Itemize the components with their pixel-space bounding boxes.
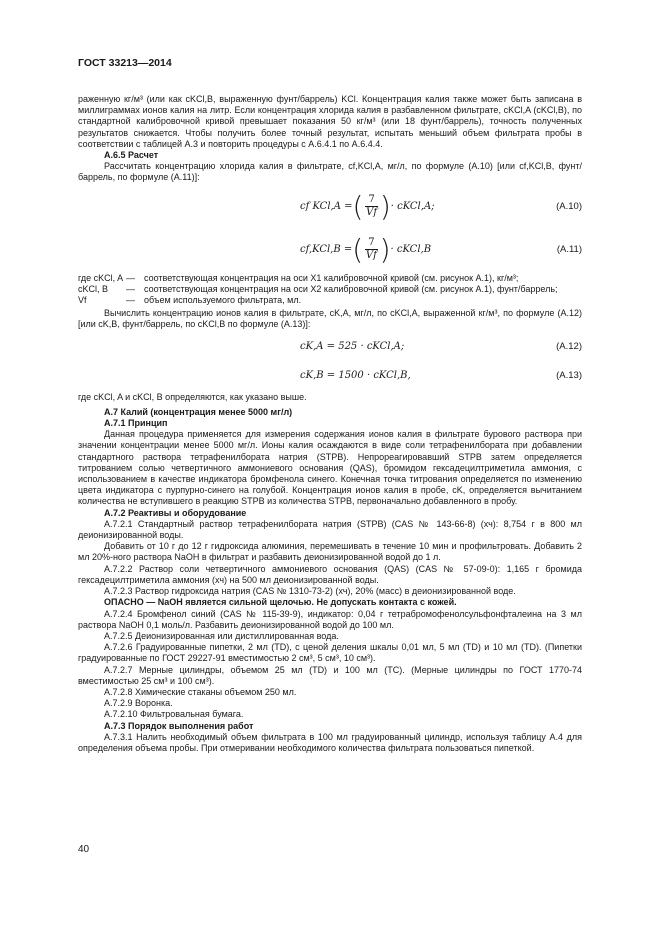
formula-number: (А.11)	[556, 244, 582, 256]
definition-symbol: где cKCl, A	[78, 272, 124, 283]
page-body	[78, 94, 582, 754]
paragraph: А.7.2.10 Фильтровальная бумага.	[104, 709, 244, 720]
formula-lhs: cf KCl,A =	[300, 201, 353, 213]
definitions-list	[78, 273, 582, 307]
definition-text: соответствующая концентрация на оси X1 калибровочной кривой (см. рисунок А.1), кг/м³;	[144, 272, 519, 283]
section-heading: А.7 Калий (концентрация менее 5000 мг/л)	[104, 406, 293, 417]
definition-text: объем используемого фильтрата, мл.	[144, 295, 302, 306]
definition-item	[78, 295, 582, 306]
definition-item	[78, 273, 582, 284]
definition-dash: —	[126, 272, 135, 283]
section-heading: А.7.3 Порядок выполнения работ	[104, 720, 254, 731]
formula-number: (А.12)	[556, 341, 582, 353]
paragraph: Вычислить концентрацию ионов калия в фильтрате, cK,A, мг/л, по cKCl,A, выраженной кг/м³, по формуле (А.12) [или cK,B, фунт/баррель, по cKCl,B по формуле (А.13)]:	[78, 308, 582, 330]
definition-dash: —	[126, 283, 135, 294]
formula-rhs: · cKCl,B	[390, 244, 432, 256]
fraction-numerator: 7	[365, 237, 377, 250]
formula-number: (А.10)	[556, 201, 582, 213]
section-heading: А.7.2 Реактивы и оборудование	[104, 507, 247, 518]
formula-a10: cf KCl,A = ( $\frac{7}{Vf}$ ) · cKCl,A; (А.10)	[78, 187, 582, 227]
section-heading: А.7.1 Принцип	[104, 418, 168, 429]
formula-expression: cK,A = 525 · cKCl,A;	[300, 341, 405, 353]
paragraph: А.7.2.3 Раствор гидроксида натрия (CAS № 1310-73-2) (хч), 20% (масс) в деионизированной воде.	[104, 586, 516, 597]
paragraph: А.7.2.4 Бромфенол синий (CAS № 115-39-9), индикатор: 0,04 г тетрабромофенолсульфонфталеина на 3 мл раствора NaOH 0,1 моль/л. Разбавить деионизированной водой до 100 мл.	[78, 608, 582, 630]
paragraph: Добавить от 10 г до 12 г гидроксида алюминия, перемешивать в течение 10 мин и профильтровать. Добавить 2 мл 20%-ного раствора NaOH в фильтрат и разбавить деионизированной водой до 1 л.	[78, 541, 582, 563]
paragraph: А.7.2.1 Стандартный раствор тетрафенилбората натрия (STPB) (CAS № 143-66-8) (хч): 8,754 г в 800 мл деионизированной воды.	[78, 518, 582, 541]
paragraph: раженную кг/м³ (или как cKCl,B, выраженную фунт/баррель) KCl. Концентрация калия также может быть записана в миллиграммах ионов калия на литр. Если концентрация хлорида калия в разбавленном фильтрате, cKCl,A (cKCl,B), по стандартной калибровочной кривой превышает показания 50 кг/м³ (или 18 фунт/баррель), точность полученных результатов снижается. Чтобы получить более точный результат, испытать меньший объем фильтрата пробы в соответствии с таблицей А.3 и повторить процедуры с А.6.4.1 по А.6.4.4.	[78, 94, 582, 149]
formula-rhs: · cKCl,A;	[390, 201, 435, 213]
fraction-numerator: 7	[365, 194, 377, 207]
section-heading: А.6.5 Расчет	[104, 150, 159, 161]
paragraph: А.7.2.2 Раствор соли четвертичного аммониевого основания (QAS) (CAS № 57-09-0): 1,165 г бромида гексадецилтриметила аммония (хч) на 500 мл деионизированной воды.	[78, 563, 582, 585]
paragraph: где cKCl, A и cKCl, B определяются, как указано выше.	[78, 391, 307, 402]
formula-a13	[78, 363, 582, 389]
definition-dash: —	[126, 295, 135, 306]
definition-symbol: cKCl, B	[78, 283, 109, 294]
fraction-denominator: Vf	[365, 250, 377, 262]
formula-expression: cK,B = 1500 · cKCl,B,	[300, 370, 411, 382]
document-header: ГОСТ 33213—2014	[78, 57, 172, 69]
warning-note: ОПАСНО — NaOH является сильной щелочью. Не допускать контакта с кожей.	[104, 597, 457, 608]
formula-lhs: cf,KCl,B =	[300, 244, 353, 256]
formula-a11: cf,KCl,B = ( $\frac{7}{Vf}$ ) · cKCl,B (А.11)	[78, 230, 582, 270]
paragraph: Рассчитать концентрацию хлорида калия в фильтрате, cf,KCl,A, мг/л, по формуле (А.10) [или cf,KCl,B, фунт/баррель, по формуле (А.11)]:	[78, 161, 582, 183]
paragraph: А.7.2.9 Воронка.	[104, 698, 173, 709]
definition-item	[78, 284, 582, 295]
definition-symbol: Vf	[78, 295, 87, 306]
paragraph: А.7.2.6 Градуированные пипетки, 2 мл (TD), с ценой деления шкалы 0,01 мл, 5 мл (TD) и 10 мл (TD). (Пипетки градуированные по ГОСТ 29227-91 вместимостью 2 см³, 5 см³, 10 см³).	[78, 642, 582, 664]
paragraph: А.7.3.1 Налить необходимый объем фильтрата в 100 мл градуированный цилиндр, используя таблицу А.4 для определения объема пробы. При отмеривании необходимого количества фильтрата пользоваться пипеткой.	[78, 731, 582, 753]
definition-text: соответствующая концентрация на оси X2 калибровочной кривой (см. рисунок А.1), фунт/баррель;	[144, 283, 558, 294]
paragraph: Данная процедура применяется для измерения содержания ионов калия в фильтрате бурового раствора при значении концентрации менее 5000 мг/л. Ионы калия осаждаются в виде соли тетрафенилбората при добавлении стандартного раствора тетрафенилбората натрия (STPB). Непрореагировавший STPB затем определяется титрованием солью четвертичного аммониевого основания (QAS), бромидом гексадецилтриметила аммония, с использованием в качестве индикатора бромфенола синего. Конечная точка титрования определяется по изменению цвета индикатора с пурпурно-синего на голубой. Концентрация ионов калия в пробе, cK, определяется вычитанием количества не вступившего в реакцию STPB из количества STPB, первоначально добавленного в пробу.	[78, 429, 582, 507]
fraction-denominator: Vf	[366, 207, 378, 219]
paragraph: А.7.2.8 Химические стаканы объемом 250 мл.	[104, 686, 297, 697]
paragraph: А.7.2.7 Мерные цилиндры, объемом 25 мл (TD) и 100 мл (TC). (Мерные цилиндры по ГОСТ 1770-74 вместимостью 25 см³ и 100 см³).	[78, 664, 582, 686]
page-number: 40	[78, 844, 90, 855]
paragraph: А.7.2.5 Деионизированная или дистиллированная вода.	[104, 630, 339, 641]
formula-number: (А.13)	[556, 370, 582, 382]
formula-a12	[78, 334, 582, 360]
